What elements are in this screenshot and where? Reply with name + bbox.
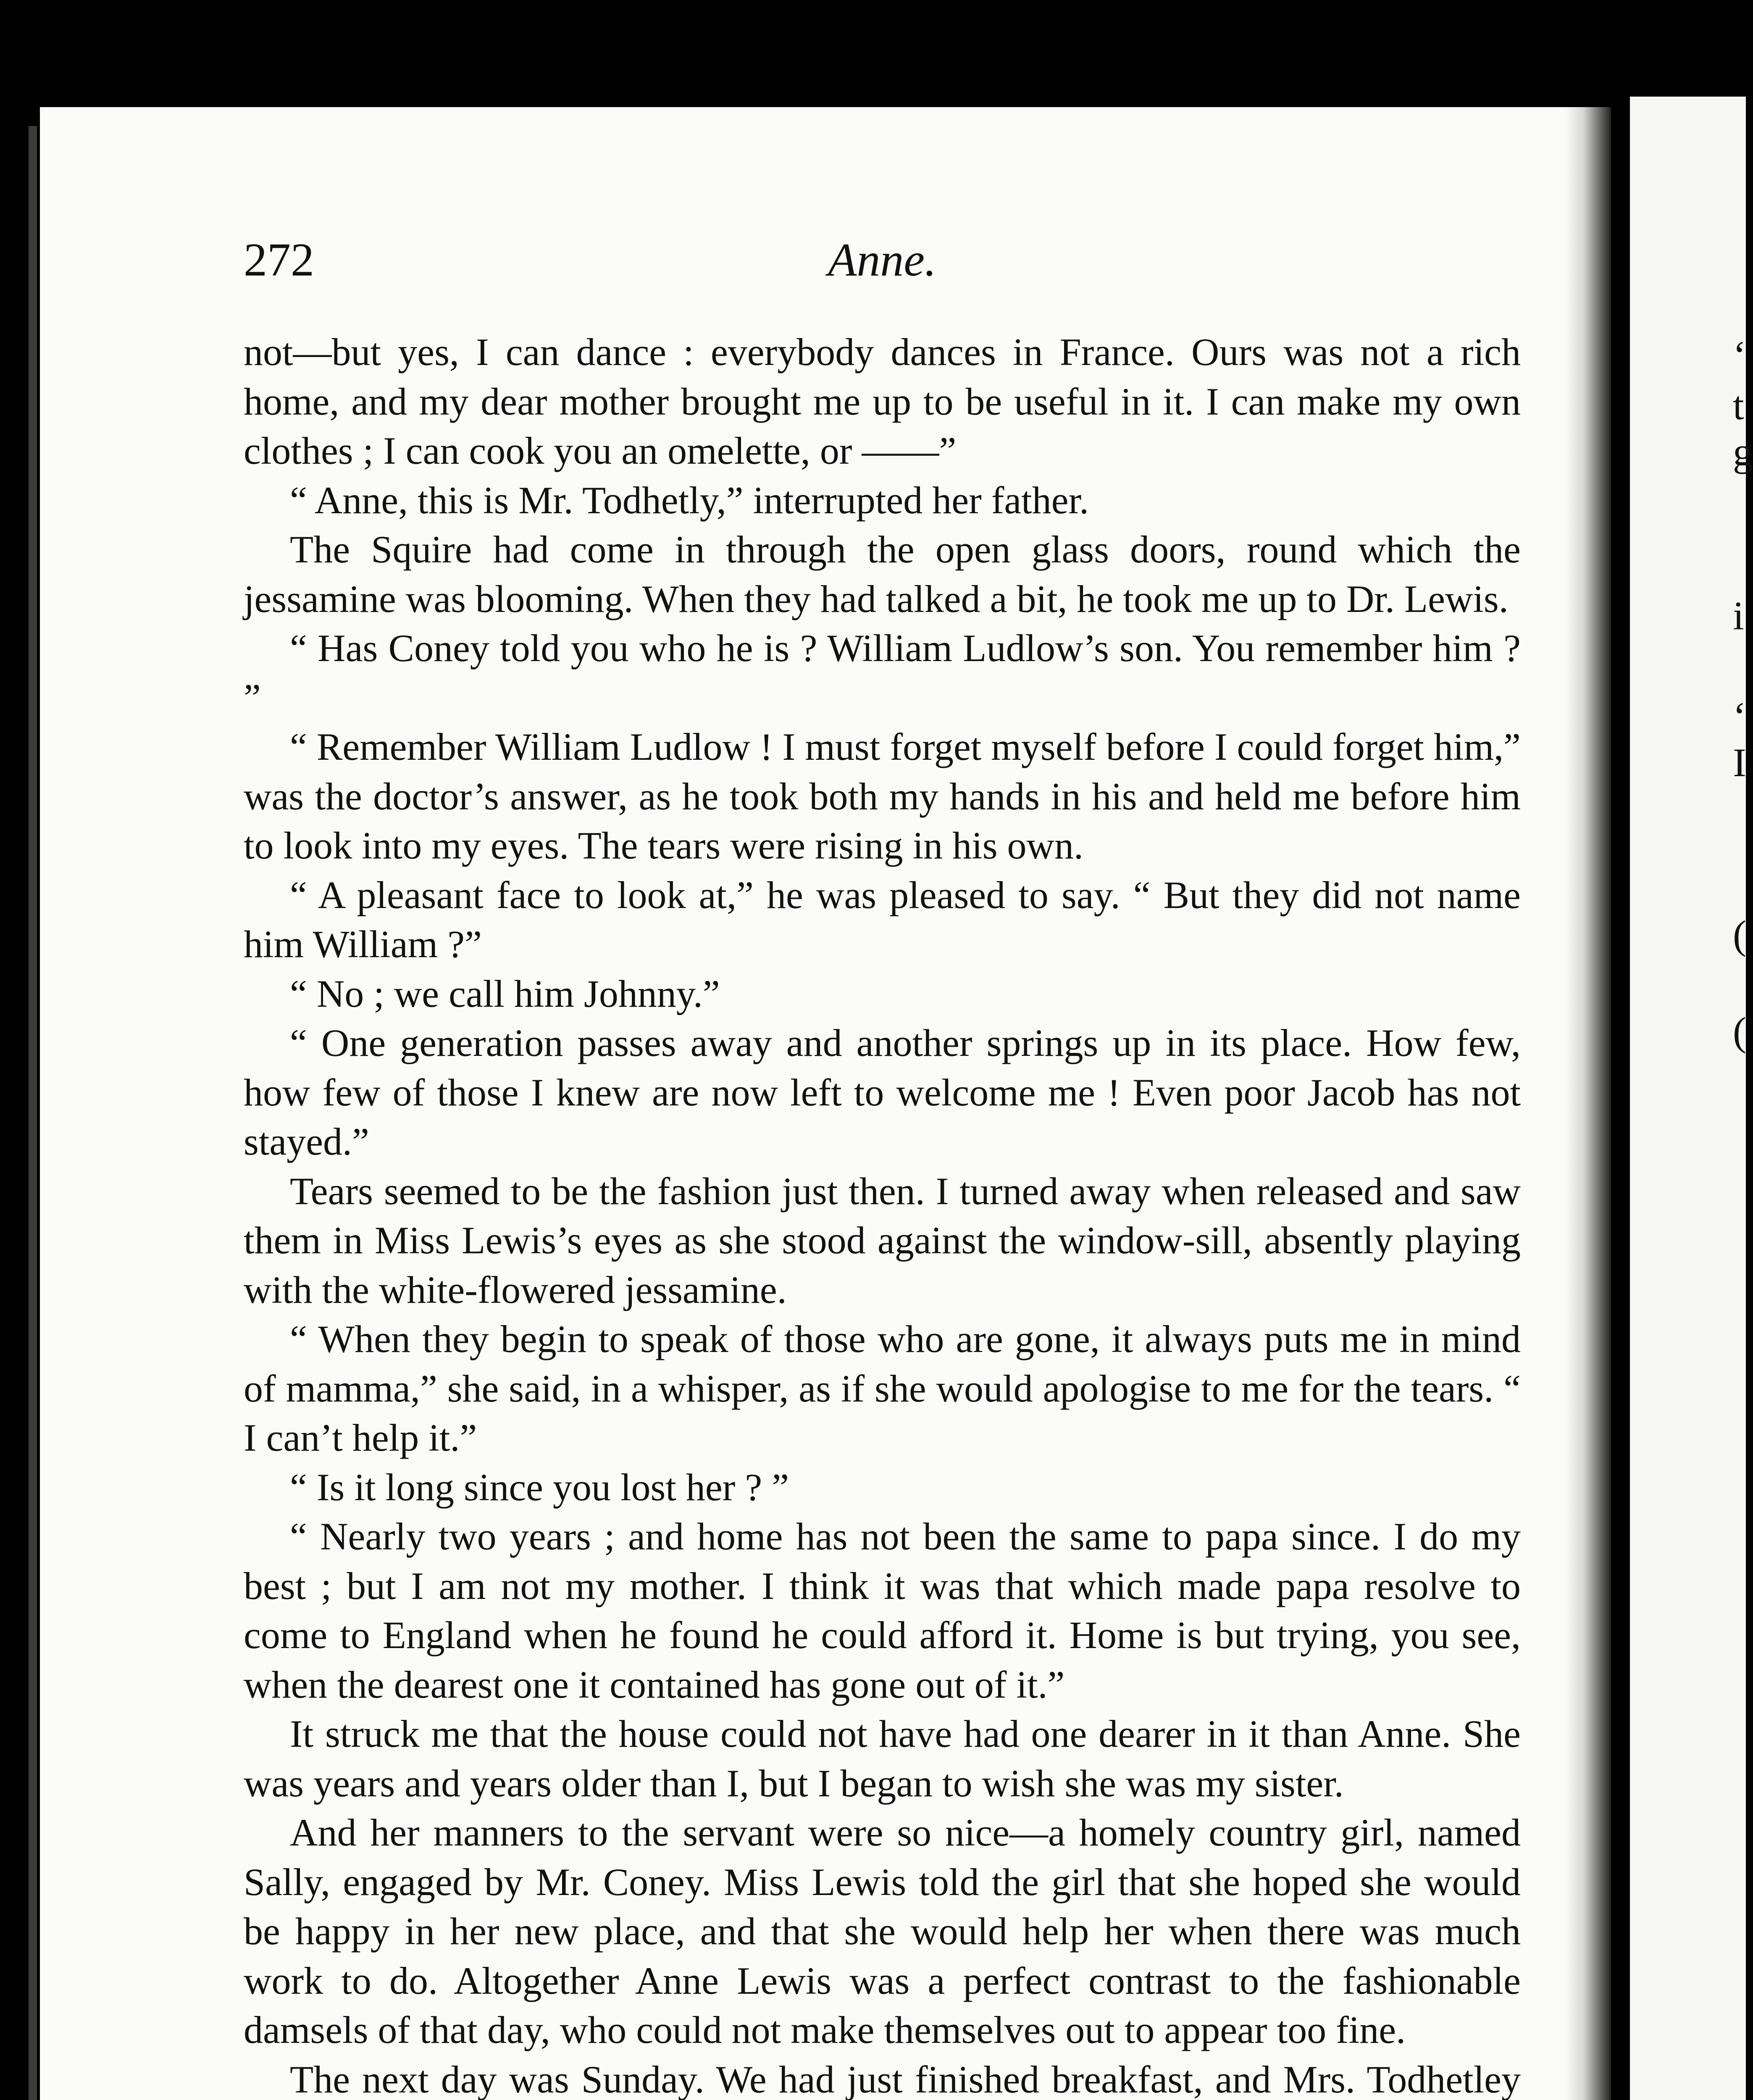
book-spine-shadow (29, 126, 37, 2100)
adjacent-page-fragment: ‘ (1733, 694, 1746, 739)
paragraph: “ No ; we call him Johnny.” (290, 972, 720, 1015)
paragraph: Tears seemed to be the fashion just then. I turned away when released and saw them in Miss Lewis’s eyes as she stood against the window-sill, absently playing with the white-flowered jessamine. (244, 1169, 1521, 1311)
adjacent-page-fragment: I (1733, 740, 1746, 785)
adjacent-page-fragment: ‘ (1733, 333, 1746, 378)
adjacent-page-fragment: i (1733, 593, 1744, 638)
running-title: Anne. (828, 234, 937, 286)
paragraph: “ A pleasant face to look at,” he was pleased to say. “ But they did not name him William ?” (244, 873, 1521, 966)
adjacent-page-edge (1630, 97, 1753, 2100)
paragraph: “ Is it long since you lost her ? ” (290, 1465, 789, 1509)
body-text (244, 328, 1521, 2100)
paragraph: The next day was Sunday. We had just finished breakfast, and Mrs. Todhetley (290, 2058, 1521, 2100)
paragraph: “ When they begin to speak of those who are gone, it always puts me in mind of mamma,” she said, in a whisper, as if she would apologise to me for the tears. “ I can’t help it.” (244, 1318, 1521, 1459)
paragraph: “ One generation passes away and another springs up in its place. How few, how few of those I knew are now left to welcome me ! Even poor Jacob has not stayed.” (244, 1021, 1521, 1163)
paragraph: not—but yes, I can dance : everybody dances in France. Ours was not a rich home, and my dear mother brought me up to be useful in it. I can make my own clothes ; I can cook you an omelette, or ——” (244, 331, 1521, 472)
adjacent-page-fragment: t (1733, 383, 1744, 428)
page-number: 272 (244, 234, 314, 286)
paragraph: “ Nearly two years ; and home has not been the same to papa since. I do my best ; but I am not my mother. I think it was that which made papa resolve to come to England when he found he could afford it. Home is but trying, you see, when the dearest one it contained has gone out of it.” (244, 1515, 1521, 1706)
paragraph: “ Remember William Ludlow ! I must forget myself before I could forget him,” was the doctor’s answer, as he took both my hands in his and held me before him to look into my eyes. The tears were rising in his own. (244, 725, 1521, 867)
paragraph: The Squire had come in through the open glass doors, round which the jessamine was blooming. When they had talked a bit, he took me up to Dr. Lewis. (244, 528, 1521, 620)
paragraph: “ Anne, this is Mr. Todhetly,” interrupted her father. (290, 478, 1089, 522)
paragraph: And her manners to the servant were so nice—a homely country girl, named Sally, engaged by Mr. Coney. Miss Lewis told the girl that she hoped she would be happy in her new place, and that she would help her when there was much work to do. Altogether Anne Lewis was a perfect contrast to the fashionable damsels of that day, who could not make themselves out to appear too fine. (244, 1811, 1521, 2051)
adjacent-page-fragment: g (1733, 429, 1753, 474)
page-gutter-shadow (1565, 107, 1611, 2100)
adjacent-page-fragment: ( (1733, 912, 1746, 957)
paragraph: “ Has Coney told you who he is ? William Ludlow’s son. You remember him ? ” (244, 627, 1521, 719)
adjacent-page-fragment: ( (1733, 1009, 1746, 1054)
running-head (244, 233, 1521, 300)
paragraph: It struck me that the house could not have had one dearer in it than Anne. She was years and years older than I, but I began to wish she was my sister. (244, 1712, 1521, 1805)
